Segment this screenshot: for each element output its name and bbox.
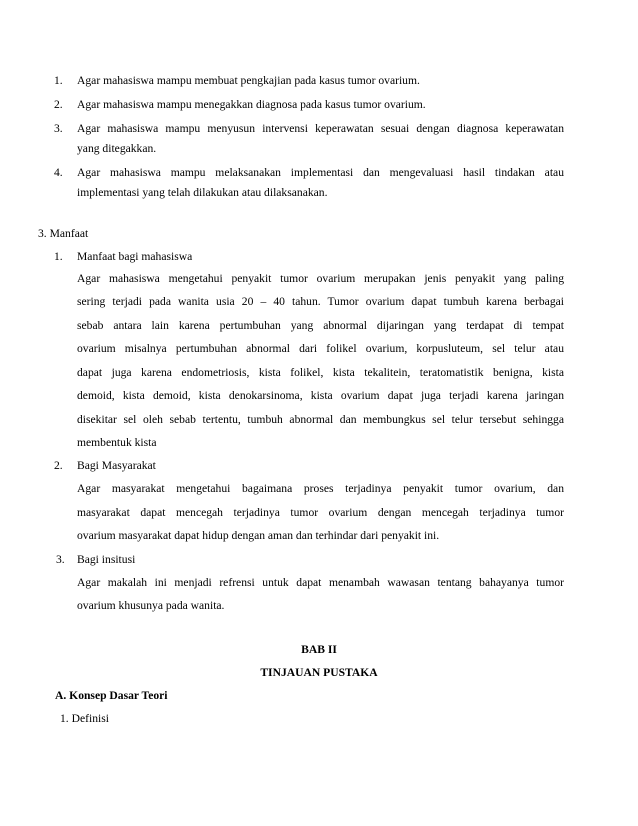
manfaat-item-3-title: Bagi insitusi bbox=[77, 553, 136, 566]
subsection-heading-definisi: 1. Definisi bbox=[60, 712, 109, 725]
manfaat-item-1-number: 1. bbox=[54, 250, 63, 263]
manfaat-item-1-title: Manfaat bagi mahasiswa bbox=[77, 250, 193, 263]
tujuan-item-2-number: 2. bbox=[54, 98, 63, 111]
tujuan-item-3-number: 3. bbox=[54, 122, 63, 135]
manfaat-item-3-line-2: ovarium khusunya pada wanita. bbox=[77, 599, 225, 612]
tujuan-item-4-text-line-1: Agar mahasiswa mampu melaksanakan implementasi dan mengevaluasi hasil tindakan atau bbox=[77, 166, 564, 179]
manfaat-heading: 3. Manfaat bbox=[38, 227, 89, 240]
tujuan-item-3-text-line-1: Agar mahasiswa mampu menyusun intervensi keperawatan sesuai dengan diagnosa keperawatan bbox=[77, 122, 564, 135]
tujuan-item-1-text: Agar mahasiswa mampu membuat pengkajian pada kasus tumor ovarium. bbox=[77, 74, 420, 87]
manfaat-item-1-line-3: sebab antara lain karena pertumbuhan yang abnormal dijaringan yang terdapat di tempat bbox=[77, 319, 564, 332]
tujuan-item-3-text-line-2: yang ditegakkan. bbox=[77, 142, 157, 155]
manfaat-item-1-line-2: sering terjadi pada wanita usia 20 – 40 tahun. Tumor ovarium dapat tumbuh karena berbagai bbox=[77, 295, 564, 308]
manfaat-item-1-line-8: membentuk kista bbox=[77, 436, 157, 449]
manfaat-item-1-line-7: disekitar sel oleh sebab tertentu, tumbuh abnormal dan membungkus sel telur tersebut sehingga bbox=[77, 413, 564, 426]
manfaat-item-3-number: 3. bbox=[56, 553, 65, 566]
manfaat-item-2-line-3: ovarium masyarakat dapat hidup dengan aman dan terhindar dari penyakit ini. bbox=[77, 529, 440, 542]
tujuan-item-1-number: 1. bbox=[54, 74, 63, 87]
manfaat-item-1-line-4: ovarium misalnya pertumbuhan abnormal dari folikel ovarium, korpusluteum, sel telur atau bbox=[77, 342, 564, 355]
manfaat-item-1-line-1: Agar mahasiswa mengetahui penyakit tumor ovarium merupakan jenis penyakit yang paling bbox=[77, 272, 564, 285]
tujuan-item-2-text: Agar mahasiswa mampu menegakkan diagnosa pada kasus tumor ovarium. bbox=[77, 98, 426, 111]
section-heading-a: A. Konsep Dasar Teori bbox=[55, 689, 168, 702]
tujuan-item-4-number: 4. bbox=[54, 166, 63, 179]
chapter-title: BAB II bbox=[301, 643, 337, 656]
manfaat-item-2-line-1: Agar masyarakat mengetahui bagaimana proses terjadinya penyakit tumor ovarium, dan bbox=[77, 482, 564, 495]
manfaat-item-3-line-1: Agar makalah ini menjadi refrensi untuk dapat menambah wawasan tentang bahayanya tumor bbox=[77, 576, 564, 589]
manfaat-item-1-line-6: demoid, kista demoid, kista denokarsinoma, kista ovarium dapat juga terjadi karena jaringan bbox=[77, 389, 564, 402]
tujuan-item-4-text-line-2: implementasi yang telah dilakukan atau dilaksanakan. bbox=[77, 186, 328, 199]
chapter-subtitle: TINJAUAN PUSTAKA bbox=[260, 666, 378, 679]
manfaat-item-1-line-5: dapat juga karena endometriosis, kista folikel, kista tekalitein, teratomatistik benigna, kista bbox=[77, 366, 564, 379]
manfaat-item-2-title: Bagi Masyarakat bbox=[77, 459, 156, 472]
manfaat-item-2-line-2: masyarakat dapat mencegah terjadinya tumor ovarium dengan mencegah terjadinya tumor bbox=[77, 506, 564, 519]
manfaat-item-2-number: 2. bbox=[54, 459, 63, 472]
